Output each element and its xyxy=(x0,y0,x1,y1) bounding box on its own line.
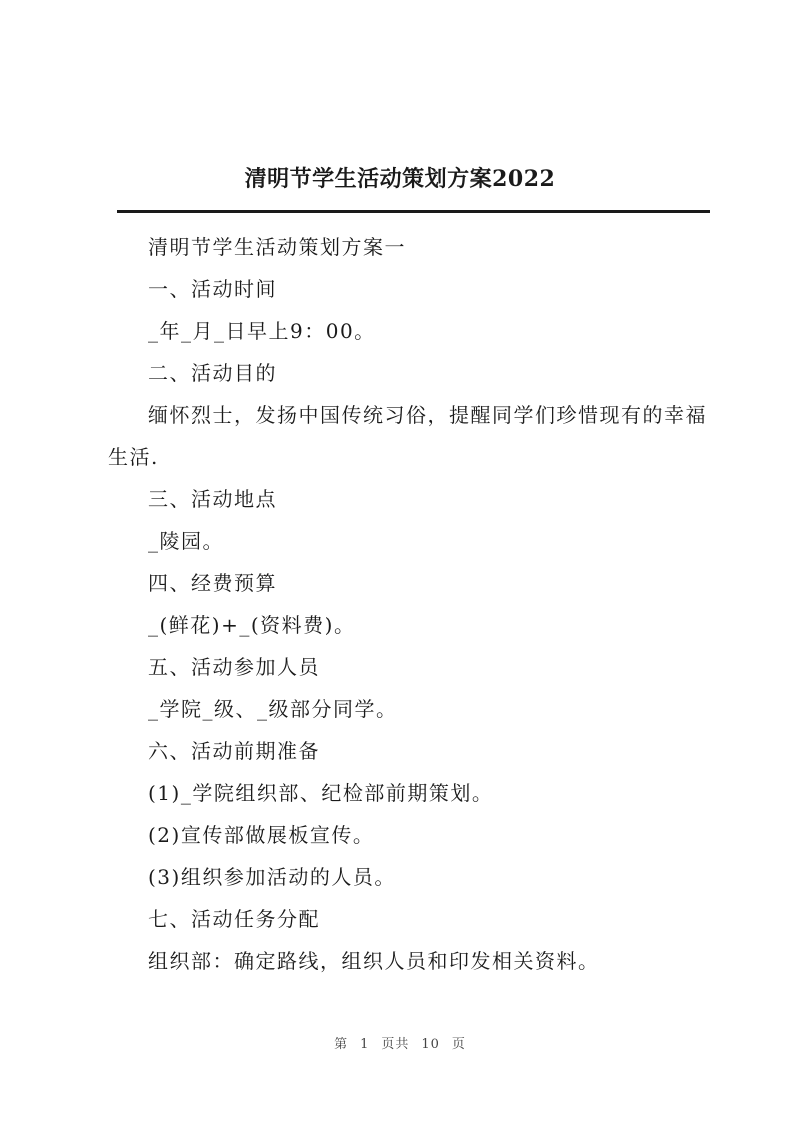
list-item: (1)_学院组织部、纪检部前期策划。 xyxy=(148,781,494,805)
section-heading: 一、活动时间 xyxy=(148,277,277,301)
list-item: (3)组织参加活动的人员。 xyxy=(148,865,396,889)
page-label-prefix: 第 xyxy=(334,1037,349,1052)
paragraph: 缅怀烈士，发扬中国传统习俗，提醒同学们珍惜现有的幸福生活. xyxy=(108,403,707,469)
document-title: 清明节学生活动策划方案2022 xyxy=(244,166,556,192)
page-label-mid: 页共 xyxy=(381,1037,410,1052)
section-heading: 七、活动任务分配 xyxy=(148,907,320,931)
page-label-suffix: 页 xyxy=(451,1037,466,1052)
document-body xyxy=(108,226,710,982)
section-heading: 二、活动目的 xyxy=(148,361,277,385)
section-heading: 六、活动前期准备 xyxy=(148,739,320,763)
section-heading: 四、经费预算 xyxy=(148,571,277,595)
total-pages-number: 10 xyxy=(421,1037,440,1052)
paragraph: 清明节学生活动策划方案一 xyxy=(148,235,406,259)
paragraph: _年_月_日早上9：00。 xyxy=(148,319,376,343)
section-heading: 三、活动地点 xyxy=(148,487,277,511)
list-item: (2)宣传部做展板宣传。 xyxy=(148,823,375,847)
paragraph: _学院_级、_级部分同学。 xyxy=(148,697,398,721)
current-page-number: 1 xyxy=(360,1037,370,1052)
paragraph: _(鲜花)+_(资料费)。 xyxy=(148,613,356,637)
page-footer xyxy=(0,1033,800,1052)
paragraph: _陵园。 xyxy=(148,529,224,553)
title-divider xyxy=(117,210,710,213)
section-heading: 五、活动参加人员 xyxy=(148,655,320,679)
paragraph: 组织部：确定路线，组织人员和印发相关资料。 xyxy=(148,949,600,973)
